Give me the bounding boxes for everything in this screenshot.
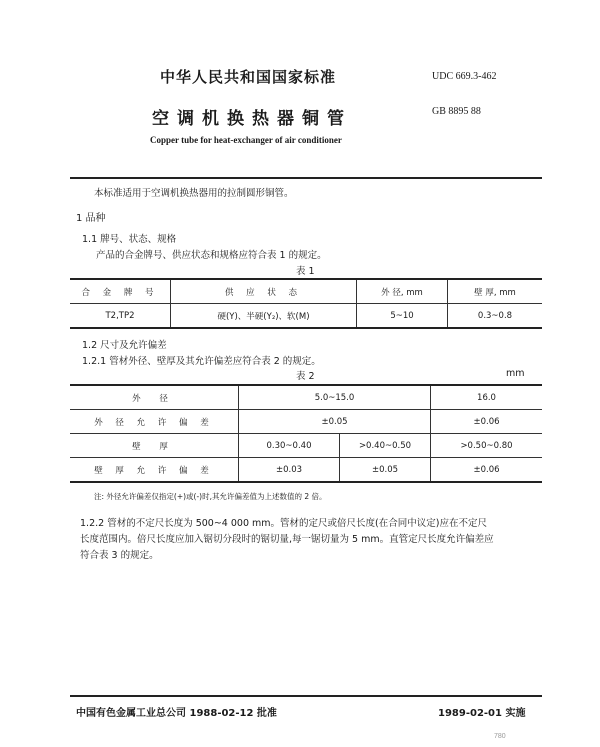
table-1-caption: 表 1	[296, 266, 315, 277]
table-2-unit: mm	[506, 368, 525, 379]
table2-od-tol-1: ±0.05	[239, 410, 431, 434]
section-1-2-heading: 1.2 尺寸及允许偏差	[82, 340, 167, 351]
document-title: 空调机换热器铜管	[152, 109, 352, 129]
table2-od-2: 16.0	[431, 385, 543, 410]
table2-wall-1: 0.30~0.40	[239, 434, 340, 458]
implementation-date: 1989-02-01 实施	[438, 708, 526, 719]
table2-wall-tol-2: ±0.05	[340, 458, 431, 483]
section-1-1-heading: 1.1 牌号、状态、规格	[82, 234, 177, 245]
table2-od-tol-2: ±0.06	[431, 410, 543, 434]
header-divider	[70, 177, 542, 179]
section-1-heading: 1 品种	[76, 213, 106, 224]
table-row	[70, 385, 542, 410]
header-cell	[448, 279, 543, 304]
table2-wall-tol-3: ±0.06	[431, 458, 543, 483]
table-row	[70, 304, 542, 329]
table-1	[70, 278, 542, 329]
page-number: 780	[494, 733, 506, 740]
udc-number: UDC 669.3-462	[432, 71, 497, 82]
section-1-2-1-text: 1.2.1 管材外径、壁厚及其允许偏差应符合表 2 的规定。	[82, 356, 321, 367]
table2-od-1: 5.0~15.0	[239, 385, 431, 410]
table2-label-wall-tol: 壁 厚 允 许 偏 差	[70, 458, 239, 483]
table1-cell-wall: 0.3~0.8	[448, 304, 543, 329]
table1-cell-temper: 硬(Y)、半硬(Y₂)、软(M)	[171, 304, 357, 329]
header-cell	[171, 279, 357, 304]
table2-wall-2: >0.40~0.50	[340, 434, 431, 458]
table-row	[70, 458, 542, 483]
section-1-2-2-line2: 长度范围内。倍尺长度应加入锯切分段时的锯切量,每一锯切量为 5 mm。直管定尺长度允许偏差应	[80, 534, 494, 545]
table-2	[70, 384, 542, 483]
english-subtitle: Copper tube for heat-exchanger of air conditioner	[150, 135, 342, 145]
section-1-2-2-line1: 1.2.2 管材的不定尺长度为 500~4 000 mm。管材的定尺或倍尺长度(在合同中议定)应在不定尺	[80, 518, 487, 529]
table1-header-wall: 壁 厚, mm	[474, 287, 516, 298]
table2-wall-tol-1: ±0.03	[239, 458, 340, 483]
table1-header-grade: 合 金 牌 号	[81, 287, 159, 298]
table1-header-od: 外 径, mm	[381, 287, 423, 298]
header-cell	[357, 279, 448, 304]
table-header-row	[70, 279, 542, 304]
scope-text: 本标准适用于空调机换热器用的拉制圆形铜管。	[94, 188, 294, 199]
table-2-caption: 表 2	[296, 371, 315, 382]
issuing-authority-title: 中华人民共和国国家标准	[160, 68, 337, 86]
table1-cell-grade: T2,TP2	[70, 304, 171, 329]
table1-header-temper: 供 应 状 态	[224, 287, 303, 298]
table-row	[70, 434, 542, 458]
table1-cell-od: 5~10	[357, 304, 448, 329]
table-2-note: 注: 外径允许偏差仅指定(+)或(-)时,其允许偏差值为上述数值的 2 倍。	[94, 492, 327, 501]
table2-wall-3: >0.50~0.80	[431, 434, 543, 458]
section-1-1-text: 产品的合金牌号、供应状态和规格应符合表 1 的规定。	[96, 250, 327, 261]
footer-divider	[70, 695, 542, 697]
standard-number: GB 8895 88	[432, 106, 481, 117]
table2-label-od: 外 径	[70, 385, 239, 410]
header-cell	[70, 279, 171, 304]
table2-label-wall: 壁 厚	[70, 434, 239, 458]
table2-label-od-tol: 外 径 允 许 偏 差	[70, 410, 239, 434]
approval-statement: 中国有色金属工业总公司 1988-02-12 批准	[76, 708, 277, 719]
table-row	[70, 410, 542, 434]
section-1-2-2-line3: 符合表 3 的规定。	[80, 550, 159, 561]
